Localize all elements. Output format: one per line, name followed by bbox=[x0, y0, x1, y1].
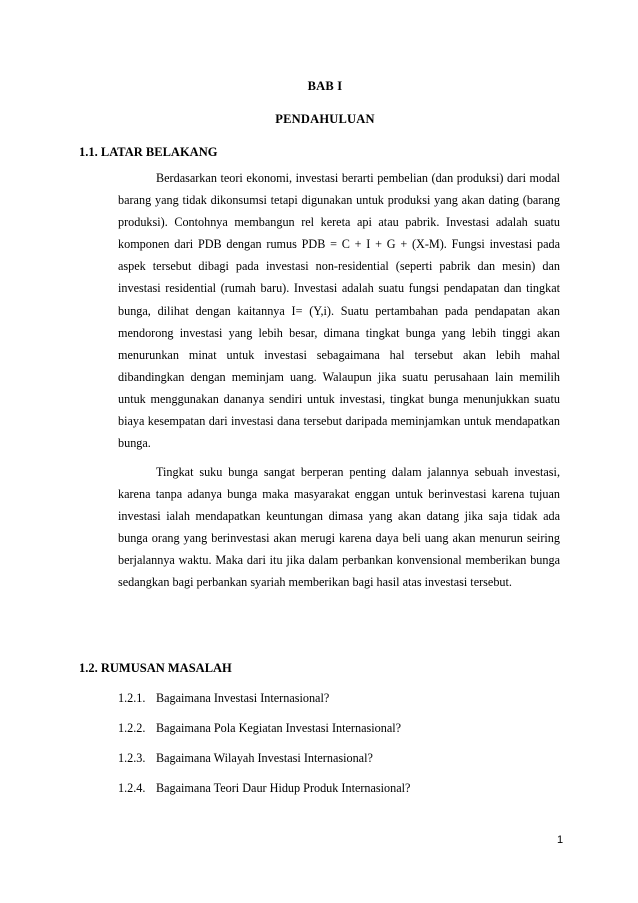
section-title-rumusan-masalah: 1.2. RUMUSAN MASALAH bbox=[79, 661, 232, 675]
problem-list bbox=[118, 687, 578, 807]
list-item bbox=[118, 717, 578, 747]
list-item-number: 1.2.2. bbox=[118, 721, 146, 735]
list-item bbox=[118, 777, 578, 807]
list-item-text: Bagaimana Investasi Internasional? bbox=[156, 691, 330, 705]
chapter-title: PENDAHULUAN bbox=[275, 112, 375, 126]
paragraph-1: Berdasarkan teori ekonomi, investasi berarti pembelian (dan produksi) dari modal barang yang tidak dikonsumsi tetapi digunakan untuk produksi yang akan dating (barang produksi). Contohnya membangun rel kereta api atau pabrik. Investasi adalah suatu komponen dari PDB dengan rumus PDB = C + I + G + (X-M). Fungsi investasi pada aspek tersebut dibagi pada investasi non-residential (seperti pabrik dan mesin) dan investasi residential (rumah baru). Investasi adalah suatu fungsi pendapatan dan tingkat bunga, dilihat dengan kaitannya I= (Y,i). Suatu pertambahan pada pendapatan akan mendorong investasi yang lebih besar, dimana tingkat bunga yang lebih tinggi akan menurunkan minat untuk investasi sebagaimana hal tersebut akan lebih mahal dibandingkan dengan meminjam uang. Walaupun jika suatu perusahaan lain memilih untuk menggunakan dananya sendiri untuk investasi, tingkat bunga menunjukkan suatu biaya kesempatan dari investasi dana tersebut daripada meminjamkan untuk mendapatkan bunga. bbox=[118, 171, 560, 451]
list-item-number: 1.2.3. bbox=[118, 751, 146, 765]
chapter-number: BAB I bbox=[307, 79, 343, 93]
list-item bbox=[118, 687, 578, 717]
list-item-text: Bagaimana Teori Daur Hidup Produk Internasional? bbox=[156, 781, 411, 795]
list-item-number: 1.2.4. bbox=[118, 781, 146, 795]
list-item bbox=[118, 747, 578, 777]
list-item-text: Bagaimana Pola Kegiatan Investasi Internasional? bbox=[156, 721, 402, 735]
list-item-number: 1.2.1. bbox=[118, 691, 146, 705]
section-title-latar-belakang: 1.1. LATAR BELAKANG bbox=[79, 145, 218, 159]
list-item-text: Bagaimana Wilayah Investasi Internasional? bbox=[156, 751, 373, 765]
page-number: 1 bbox=[557, 834, 564, 846]
paragraph-2: Tingkat suku bunga sangat berperan penting dalam jalannya sebuah investasi, karena tanpa adanya bunga maka masyarakat enggan untuk berinvestasi karena tujuan investasi ialah mendapatkan keuntungan dimasa yang akan datang jika saja tidak ada bunga orang yang berinvestasi akan merugi karena daya beli uang akan menurun seiring berjalannya waktu. Maka dari itu jika dalam perbankan konvensional memberikan bunga sedangkan bagi perbankan syariah memberikan bagi hasil atas investasi tersebut. bbox=[118, 465, 560, 590]
